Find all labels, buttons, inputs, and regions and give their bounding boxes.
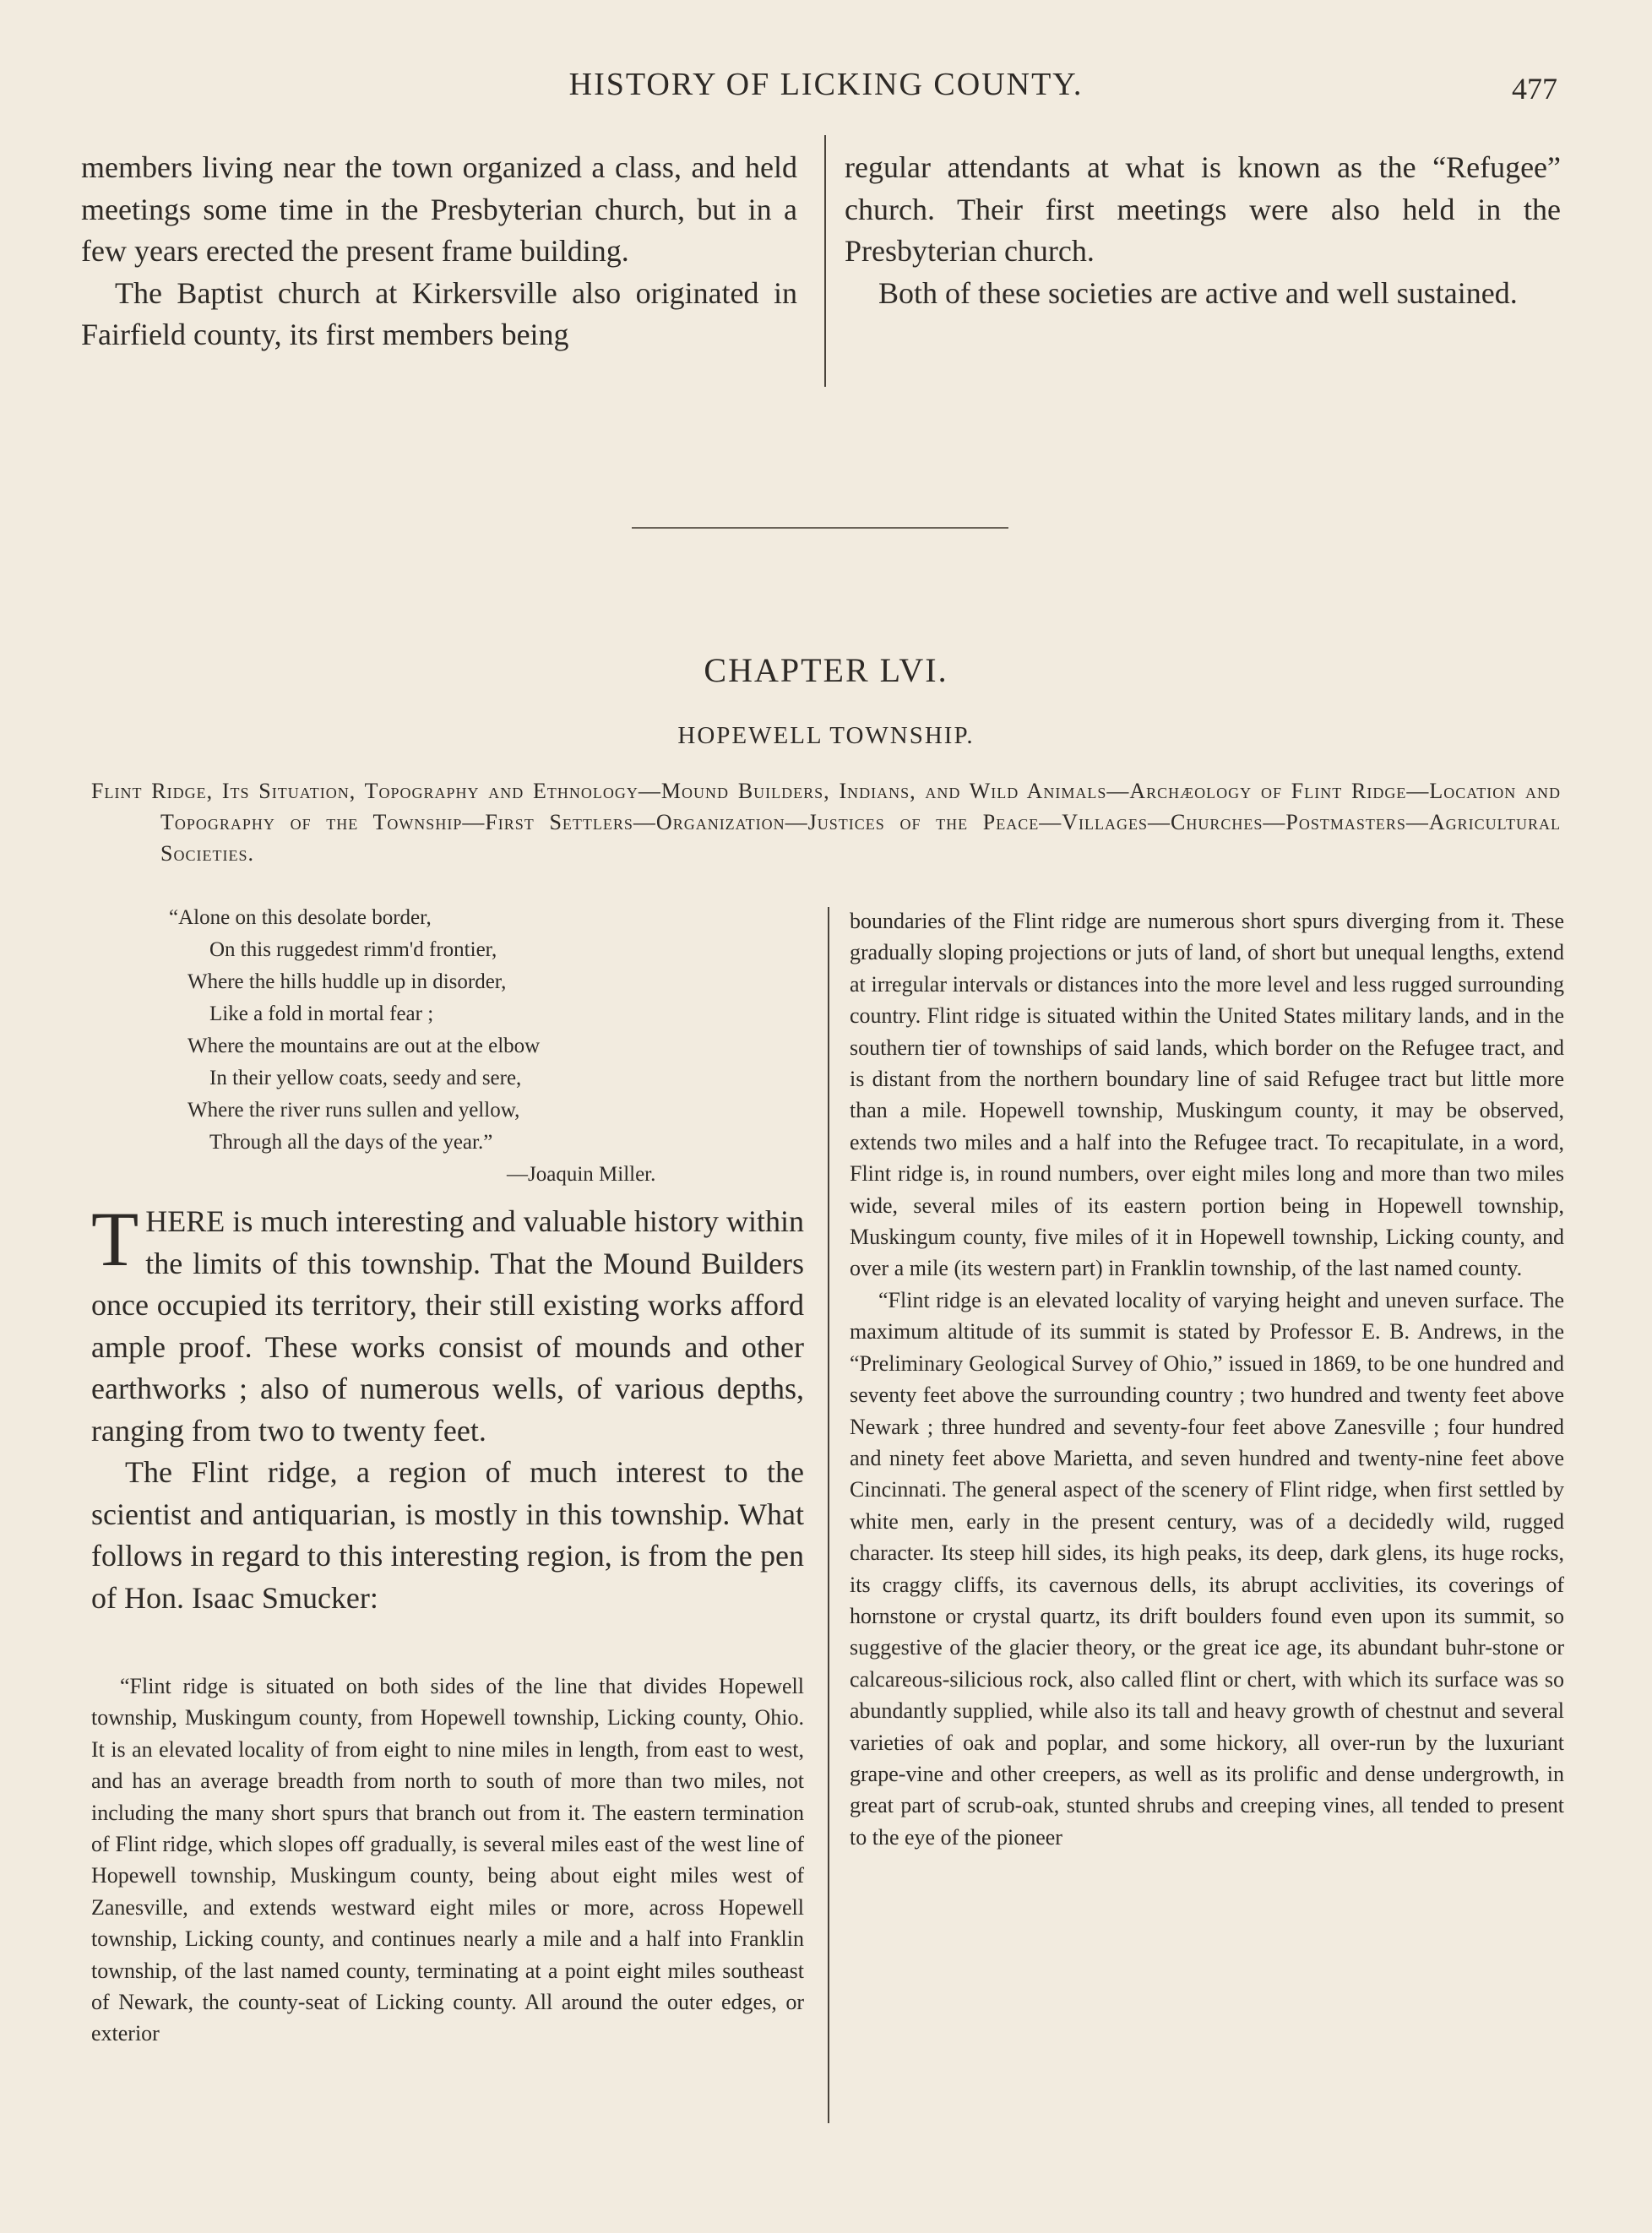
top-right-paragraph-1: regular attendants at what is known as the “Refugee” church. Their first meetings were also held in the Presbyterian church. bbox=[845, 150, 1561, 268]
body-paragraph-1-text: HERE is much interesting and valuable history within the limits of this township. That the Mound Builders once occupied its territory, their still existing works afford ample proof. These works consist of mounds and other earthworks ; also of numerous wells, of various depths, ranging from two to twenty feet. bbox=[91, 1204, 804, 1448]
right-paragraph-2: “Flint ridge is an elevated locality of varying height and uneven surface. The maximum altitude of its summit is stated by Professor E. B. Andrews, in the “Preliminary Geological Survey of Ohio,” issued in 1869, to be one hundred and seventy feet above the surrounding country ; two hundred and twenty feet above Newark ; three hundred and seventy-four feet above Zanesville ; four hundred and ninety feet above Marietta, and seven hundred and twenty-nine feet above Cincinnati. The general aspect of the scenery of Flint ridge, when first settled by white men, early in the present century, was of a decidedly wild, rugged character. Its steep hill sides, its high peaks, its deep, dark glens, its huge rocks, its craggy cliffs, its cavernous dells, its abrupt acclivities, its coverings of hornstone or crystal quartz, its drift boulders found even upon its summit, so suggestive of the glacier theory, or the great ice age, its abundant buhr-stone or calcareous-silicious rock, also called flint or chert, with which its surface was so abundantly supplied, while also its tall and heavy growth of chestnut and several varieties of oak and poplar, and some hickory, all over-run by the luxuriant grape-vine and other creepers, as well as its prolific and dense undergrowth, in great part of scrub-oak, stunted shrubs and creeping vines, all tended to present to the eye of the pioneer bbox=[850, 1287, 1564, 1850]
chapter-subtitle: HOPEWELL TOWNSHIP. bbox=[677, 722, 975, 749]
poem-line: In their yellow coats, seedy and sere, bbox=[209, 1067, 522, 1089]
top-left-paragraph-2: The Baptist church at Kirkersville also originated in Fairfield county, its first members being bbox=[81, 275, 797, 351]
section-divider bbox=[632, 527, 1008, 529]
main-right-column bbox=[850, 905, 1564, 1853]
main-left-column bbox=[91, 1196, 804, 1619]
top-left-paragraph-1: members living near the town organized a class, and held meetings some time in the Presbyterian church, but in a few years erected the present frame building. bbox=[81, 150, 797, 268]
poem-line: Where the mountains are out at the elbow bbox=[187, 1035, 541, 1057]
chapter-title: CHAPTER LVI. bbox=[704, 651, 948, 689]
poem-line: Where the river runs sullen and yellow, bbox=[187, 1099, 520, 1122]
chapter-synopsis-text: Flint Ridge, Its Situation, Topography and Ethnology—Mound Builders, Indians, and Wild Animals—Archæology of Flint Ridge—Location and Topography of the Township—First Settlers—Organization—Justices of the Peace—Villages—Churches—Postmasters—Agricultural Societies. bbox=[91, 779, 1561, 866]
epigraph-poem bbox=[169, 902, 760, 1191]
main-column-divider bbox=[828, 907, 829, 2123]
body-paragraph-1 bbox=[91, 1196, 804, 1452]
drop-cap: T bbox=[91, 1196, 139, 1282]
top-left-column bbox=[81, 147, 797, 356]
poem-attribution: —Joaquin Miller. bbox=[507, 1163, 656, 1186]
right-paragraph-1: boundaries of the Flint ridge are numerous short spurs diverging from it. These gradually sloping projections or juts of land, of short but unequal lengths, extend at irregular intervals or distances into the more level and less rugged surrounding country. Flint ridge is situated within the United States military lands, and in the southern tier of townships of said lands, which border on the Refugee tract, and is distant from the northern boundary line of said Refugee tract but little more than a mile. Hopewell township, Muskingum county, it may be observed, extends two miles and a half into the Refugee tract. To recapitulate, in a word, Flint ridge is, in round numbers, over eight miles long and more than two miles wide, several miles of its eastern portion being in Hopewell township, Muskingum county, five miles of it in Hopewell township, Licking county, and over a mile (its western part) in Franklin township, of the last named county. bbox=[850, 909, 1564, 1281]
running-head: HISTORY OF LICKING COUNTY. bbox=[568, 67, 1084, 102]
chapter-synopsis bbox=[91, 775, 1561, 869]
poem-line: On this ruggedest rimm'd frontier, bbox=[209, 938, 497, 961]
poem-line: Where the hills huddle up in disorder, bbox=[187, 970, 507, 993]
quote-paragraph: “Flint ridge is situated on both sides of the line that divides Hopewell township, Muskingum county, from Hopewell township, Licking county, Ohio. It is an elevated locality of from eight to nine miles in length, from east to west, and has an average breadth from north to south of more than two miles, not including the many short spurs that branch out from it. The eastern termination of Flint ridge, which slopes off gradually, is several miles east of the west line of Hopewell township, Muskingum county, being about eight miles west of Zanesville, and extends westward eight miles or more, across Hopewell township, Licking county, and continues nearly a mile and a half into Franklin township, of the last named county, terminating at a point eight miles southeast of Newark, the county-seat of Licking county. All around the outer edges, or exterior bbox=[91, 1674, 804, 2046]
top-right-column bbox=[845, 147, 1561, 314]
quoted-text-left bbox=[91, 1671, 804, 2050]
poem-line: “Alone on this desolate border, bbox=[169, 906, 432, 929]
poem-line: Through all the days of the year.” bbox=[209, 1131, 493, 1154]
page-number: 477 bbox=[1512, 72, 1557, 106]
top-right-paragraph-2: Both of these societies are active and well sustained. bbox=[878, 275, 1518, 310]
top-column-divider bbox=[824, 135, 826, 387]
body-paragraph-2: The Flint ridge, a region of much interest to the scientist and antiquarian, is mostly in this township. What follows in regard to this interesting region, is from the pen of Hon. Isaac Smucker: bbox=[91, 1455, 804, 1615]
poem-line: Like a fold in mortal fear ; bbox=[209, 1002, 434, 1025]
